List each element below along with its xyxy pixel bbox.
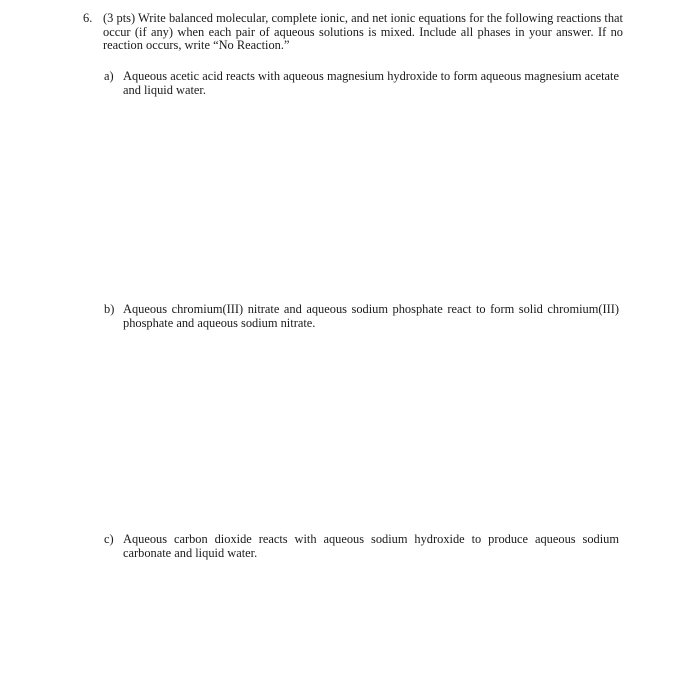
part-a-letter: a) bbox=[104, 69, 114, 83]
part-a bbox=[104, 70, 619, 97]
part-b-letter: b) bbox=[104, 302, 115, 316]
part-a-text: Aqueous acetic acid reacts with aqueous magnesium hydroxide to form aqueous magnesium acetate and liquid water. bbox=[123, 69, 619, 97]
question-row bbox=[83, 12, 623, 53]
part-c-letter: c) bbox=[104, 532, 114, 546]
part-c-text: Aqueous carbon dioxide reacts with aqueous sodium hydroxide to produce aqueous sodium carbonate and liquid water. bbox=[123, 532, 619, 560]
question-6 bbox=[83, 12, 623, 53]
part-b-text: Aqueous chromium(III) nitrate and aqueous sodium phosphate react to form solid chromium(III) phosphate and aqueous sodium nitrate. bbox=[123, 302, 619, 330]
part-c-answer-space bbox=[123, 563, 618, 663]
part-b-answer-space bbox=[123, 333, 618, 523]
part-c bbox=[104, 533, 619, 560]
part-a-answer-space bbox=[123, 100, 618, 295]
question-instructions: (3 pts) Write balanced molecular, complete ionic, and net ionic equations for the following reactions that occur (if any) when each pair of aqueous solutions is mixed. Include all phases in your answer. If no reaction occurs, write “No Reaction.” bbox=[103, 11, 623, 52]
question-number: 6. bbox=[83, 11, 93, 25]
part-b bbox=[104, 303, 619, 330]
